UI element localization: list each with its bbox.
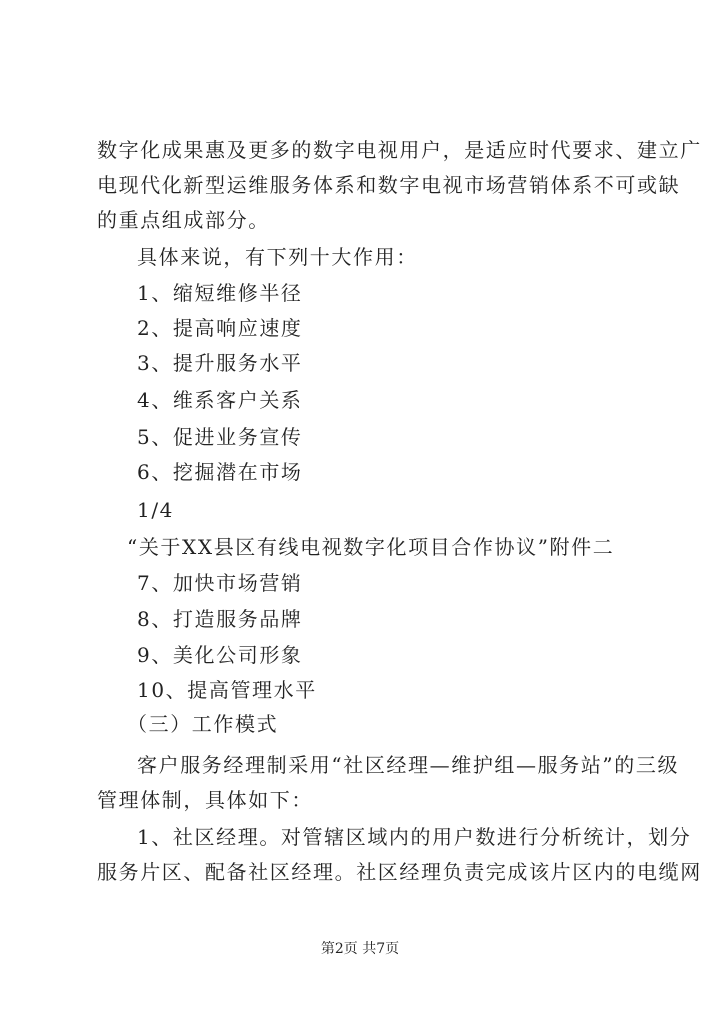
page-marker: 1/4 <box>137 498 174 522</box>
list-item: 10、提高管理水平 <box>137 678 317 702</box>
list-item: 6、挖掘潜在市场 <box>137 460 303 484</box>
list-item: 8、打造服务品牌 <box>137 607 303 631</box>
paragraph-line: 的重点组成部分。 <box>97 208 270 232</box>
list-item: 2、提高响应速度 <box>137 316 303 340</box>
list-item: 4、维系客户关系 <box>137 388 303 412</box>
attachment-title: “关于XX县区有线电视数字化项目合作协议”附件二 <box>127 535 615 559</box>
list-item: 5、促进业务宣传 <box>137 425 303 449</box>
paragraph-line: 数字化成果惠及更多的数字电视用户，是适应时代要求、建立广 <box>97 138 702 162</box>
paragraph-line: 具体来说，有下列十大作用： <box>137 245 418 269</box>
section-heading: （三）工作模式 <box>127 712 279 736</box>
list-item: 1、缩短维修半径 <box>137 281 303 305</box>
page-footer: 第2页 共7页 <box>320 941 400 957</box>
paragraph-line: 1、社区经理。对管辖区域内的用户数进行分析统计，划分 <box>137 825 692 849</box>
list-item: 7、加快市场营销 <box>137 571 303 595</box>
paragraph-line: 电现代化新型运维服务体系和数字电视市场营销体系不可或缺 <box>97 173 681 197</box>
paragraph-line: 管理体制，具体如下： <box>97 788 313 812</box>
list-item: 3、提升服务水平 <box>137 351 303 375</box>
list-item: 9、美化公司形象 <box>137 643 303 667</box>
paragraph-line: 客户服务经理制采用“社区经理—维护组—服务站”的三级 <box>137 753 680 777</box>
paragraph-line: 服务片区、配备社区经理。社区经理负责完成该片区内的电缆网 <box>97 860 702 884</box>
